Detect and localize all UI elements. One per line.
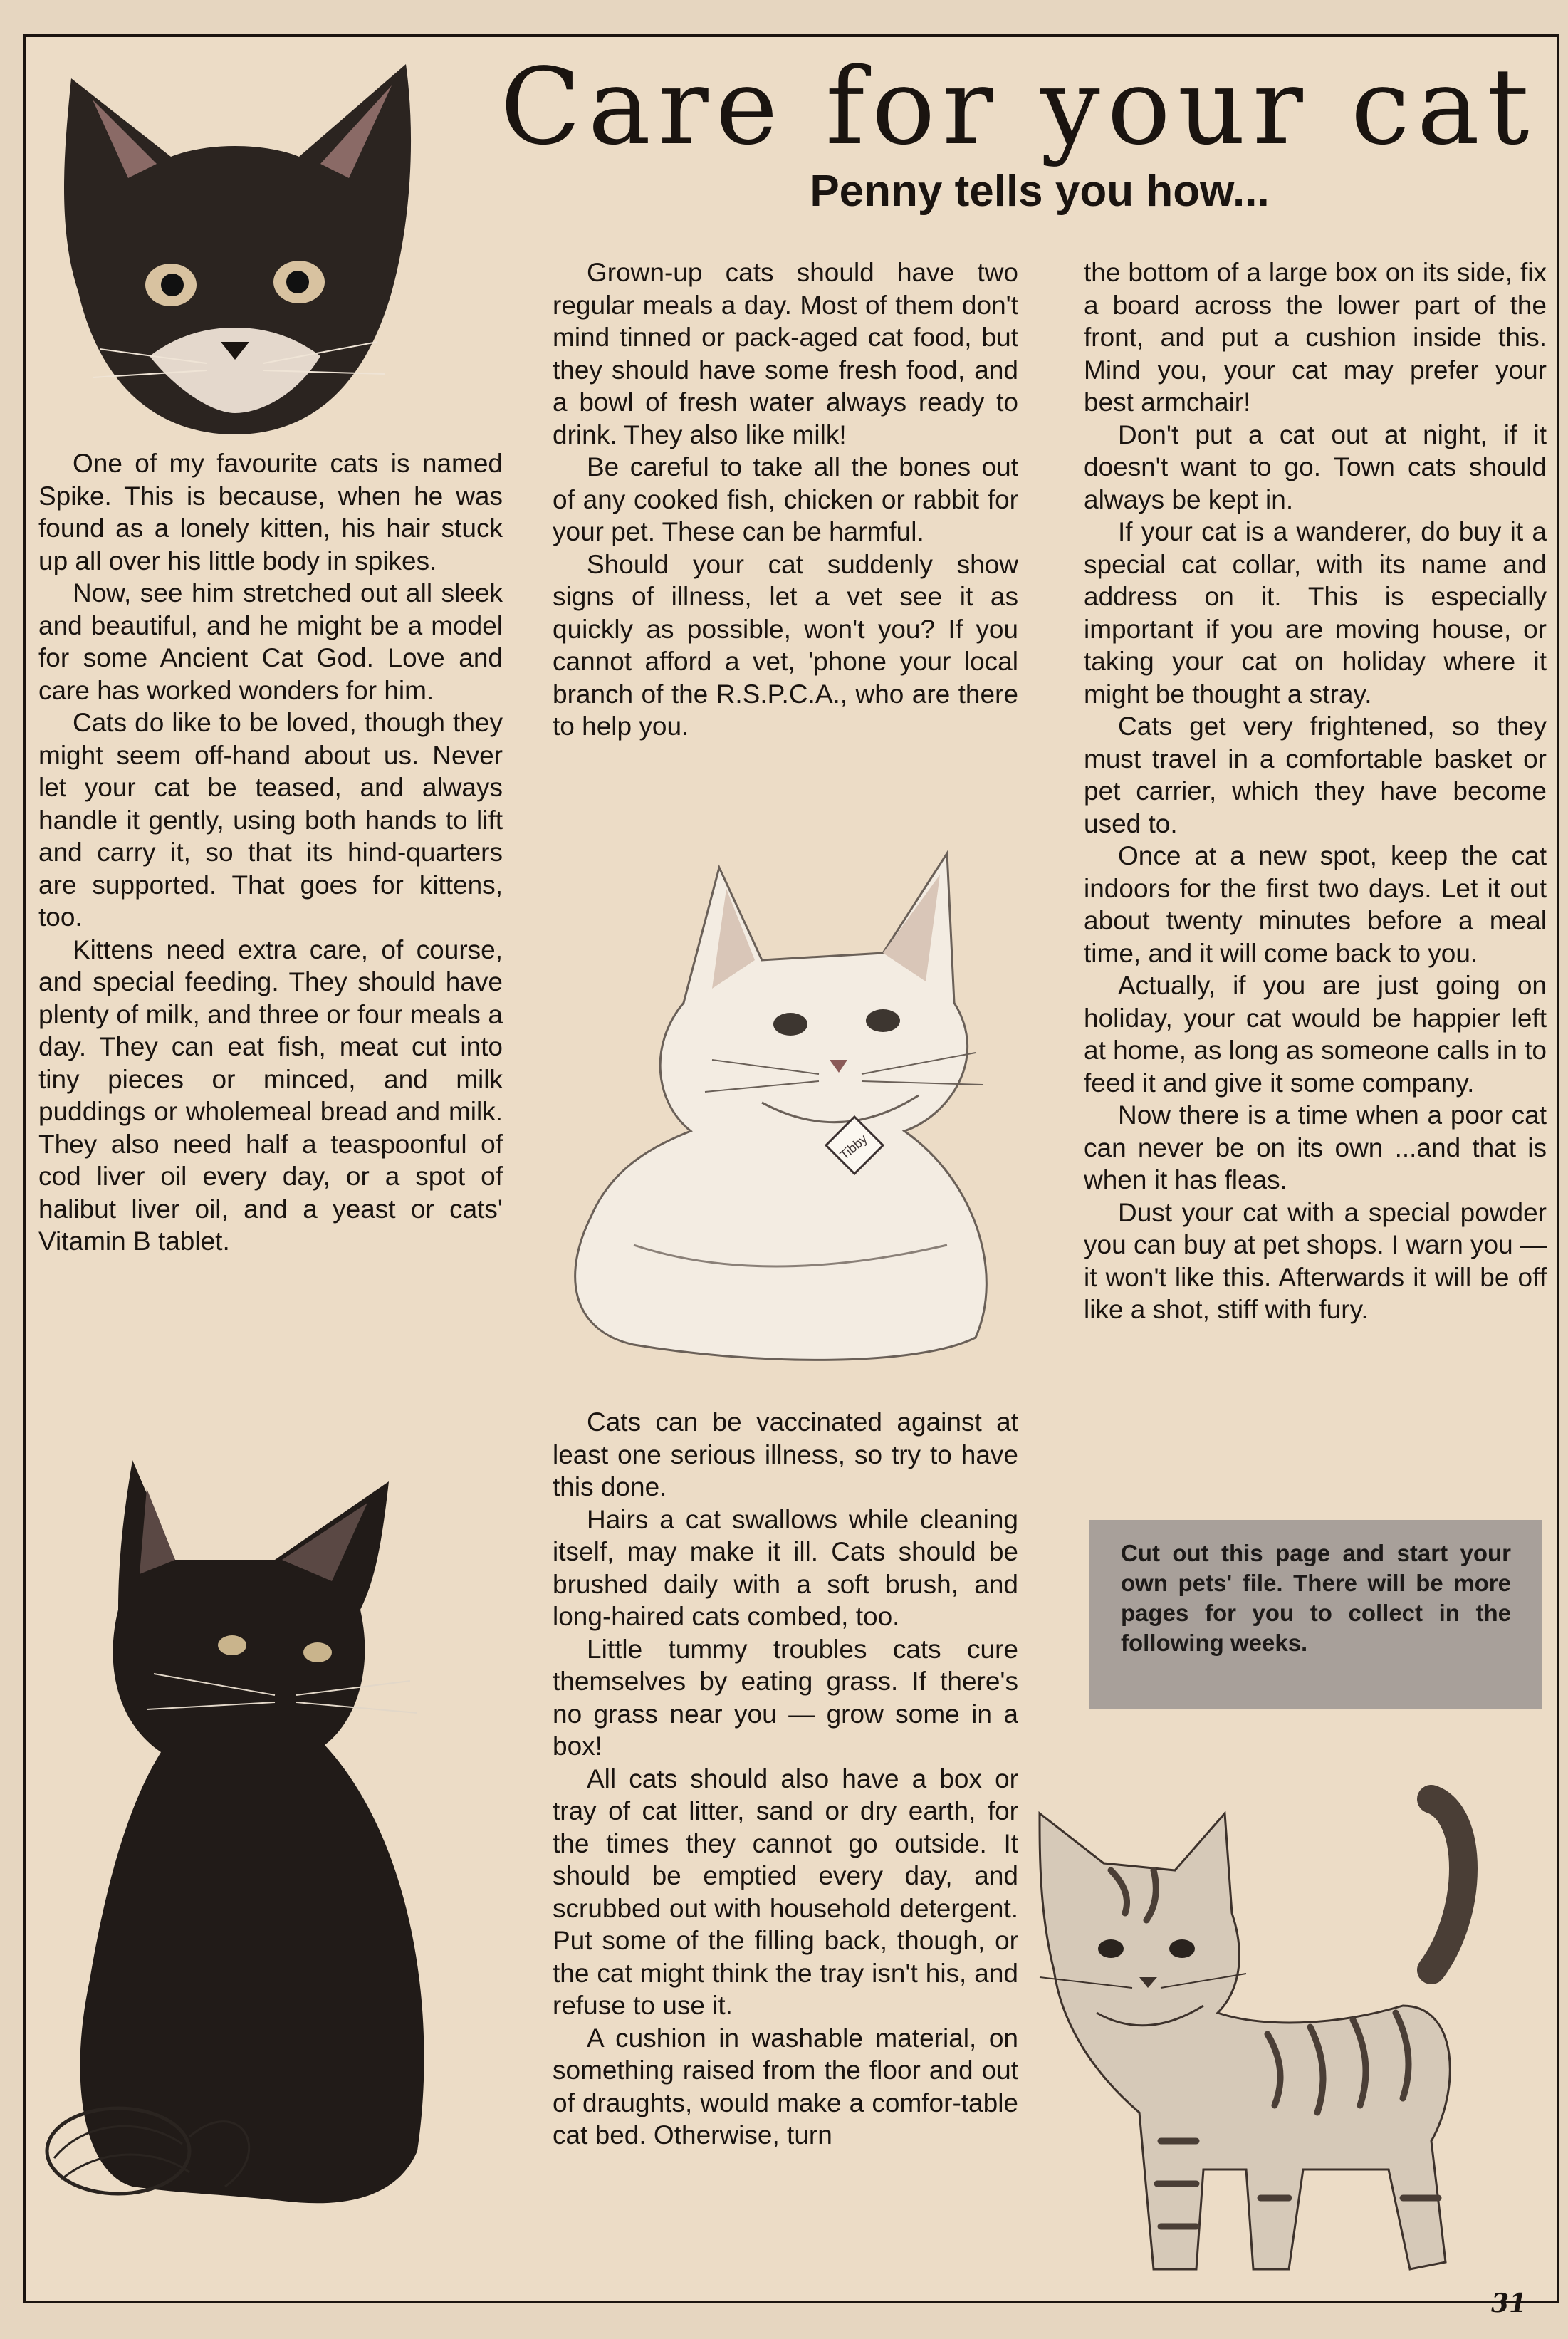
paragraph: Kittens need extra care, of course, and special feeding. They should have plenty of milk, and three or four meals a day. They can eat fish, meat cut into tiny pieces or minced, and milk puddings or wholemeal bread and milk. They also need half a teaspoonful of cod liver oil every day, or a spot of halibut liver oil, and a yeast or cats' Vitamin B tablet. [38, 934, 503, 1256]
paragraph: Now there is a time when a poor cat can never be on its own ...and that is when it has fleas. [1084, 1100, 1547, 1194]
paragraph: Cats do like to be loved, though they might seem off-hand about us. Never let your cat be teased, and always handle it gently, using both hands to lift and carry it, so that its hind-quarters are supported. That goes for kittens, too. [38, 708, 503, 932]
page-subtitle: Penny tells you how... [810, 167, 1270, 216]
paragraph: Cats get very frightened, so they must travel in a comfortable basket or pet carrier, which they have become used to. [1084, 712, 1547, 838]
column-2-top [553, 256, 1018, 743]
paragraph: Once at a new spot, keep the cat indoors for the first two days. Let it out about twenty minutes before a meal time, and it will come back to you. [1084, 841, 1547, 968]
paragraph: Cats can be vaccinated against at least one serious illness, so try to have this done. [553, 1407, 1018, 1501]
paragraph: If your cat is a wanderer, do buy it a special cat collar, with its name and address on it. This is especially important if you are moving house, or taking your cat on holiday where it might be thought a stray. [1084, 517, 1547, 709]
paragraph: One of my favourite cats is named Spike. This is because, when he was found as a lonely kitten, his hair stuck up all over his little body in spikes. [38, 449, 503, 575]
paragraph: Actually, if you are just going on holiday, your cat would be happier left at home, as long as someone calls in to feed it and give it some company. [1084, 971, 1547, 1098]
paragraph: Grown-up cats should have two regular meals a day. Most of them don't mind tinned or pack-aged cat food, but they should have some fresh food, and a bowl of fresh water always ready to drink. They also like milk! [553, 258, 1018, 449]
paragraph: Hairs a cat swallows while cleaning itself, may make it ill. Cats should be brushed daily with a soft brush, and long-haired cats combed, too. [553, 1504, 1018, 1631]
column-3 [1084, 256, 1547, 1326]
paragraph: A cushion in washable material, on something raised from the floor and out of draughts, would make a comfor-table cat bed. Otherwise, turn [553, 2023, 1018, 2150]
column-1 [38, 447, 503, 1258]
paragraph: Now, see him stretched out all sleek and beautiful, and he might be a model for some Ancient Cat God. Love and care has worked wonders for him. [38, 578, 503, 705]
paragraph: Should your cat suddenly show signs of illness, let a vet see it as quickly as possible, won't you? If you cannot afford a vet, 'phone your local branch of the R.S.P.C.A., who are there to help you. [553, 549, 1018, 741]
tabby-kitten-illustration [1033, 1771, 1488, 2283]
column-2-bottom [553, 1406, 1018, 2152]
paragraph: All cats should also have a box or tray of cat litter, sand or dry earth, for the times they cannot go outside. It should be emptied every day, and scrubbed out with household detergent. Put some of the filling back, though, or the cat might think the tray isn't his, and refuse to use it. [553, 1764, 1018, 2020]
paragraph: Don't put a cat out at night, if it doesn't want to go. Town cats should always be kept in. [1084, 420, 1547, 514]
paragraph: Dust your cat with a special powder you can buy at pet shops. I warn you — it won't like this. Afterwards it will be off like a shot, stiff with fury. [1084, 1197, 1547, 1324]
black-kitten-head-illustration [50, 57, 420, 442]
collar-tag-label: Tibby [837, 1131, 870, 1163]
page-title: Care for your cat [500, 46, 1537, 168]
paragraph: Be careful to take all the bones out of any cooked fish, chicken or rabbit for your pet. These can be harmful. [553, 452, 1018, 546]
page-number: 31 [1491, 2288, 1527, 2318]
paragraph: the bottom of a large box on its side, fix a board across the lower part of the front, and put a cushion inside this. Mind you, your cat may prefer your best armchair! [1084, 258, 1547, 417]
cut-out-note-box: Cut out this page and start your own pets' file. There will be more pages for you to collect in the following weeks. [1089, 1520, 1542, 1709]
black-kitten-illustration [40, 1439, 439, 2222]
white-kitten-illustration [548, 846, 1004, 1373]
paragraph: Little tummy troubles cats cure themselves by eating grass. If there's no grass near you — grow some in a box! [553, 1634, 1018, 1761]
